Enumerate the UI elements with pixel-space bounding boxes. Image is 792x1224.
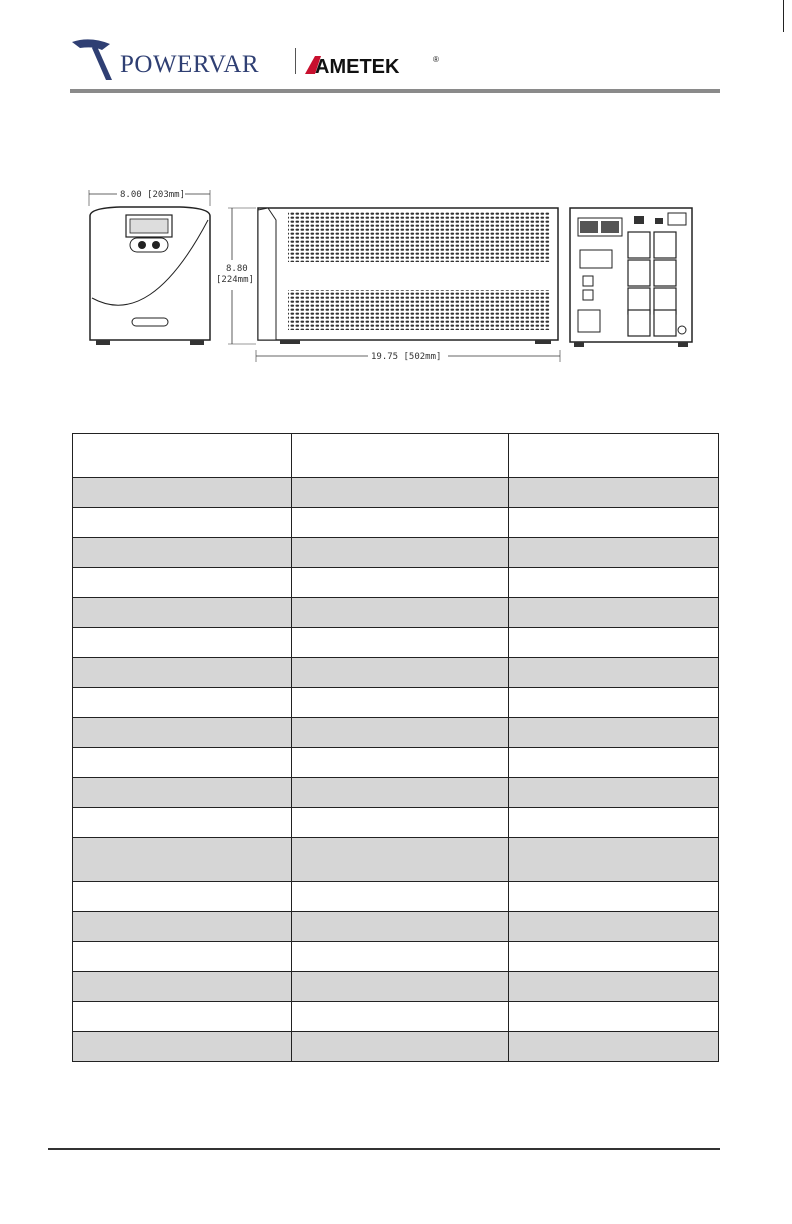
table-cell — [292, 838, 509, 882]
table-cell — [292, 718, 509, 748]
table-cell — [509, 778, 719, 808]
header-rule — [70, 89, 720, 93]
table-cell — [509, 1002, 719, 1032]
specifications-table — [72, 433, 719, 1062]
table-cell — [292, 1002, 509, 1032]
table-cell — [73, 538, 292, 568]
ametek-wordmark: AMETEK — [315, 56, 400, 78]
specifications-table-body — [73, 434, 719, 1062]
table-cell — [509, 688, 719, 718]
table-cell — [509, 538, 719, 568]
power-button-icon — [138, 241, 146, 249]
footer-rule — [48, 1148, 720, 1150]
table-cell — [292, 434, 509, 478]
table-cell — [509, 912, 719, 942]
table-row — [73, 598, 719, 628]
table-cell — [509, 478, 719, 508]
table-cell — [509, 838, 719, 882]
table-cell — [73, 718, 292, 748]
table-row — [73, 538, 719, 568]
table-cell — [509, 1032, 719, 1062]
table-cell — [292, 478, 509, 508]
table-row — [73, 1032, 719, 1062]
swoosh-icon — [72, 39, 110, 50]
table-row — [73, 658, 719, 688]
table-cell — [509, 508, 719, 538]
table-row — [73, 434, 719, 478]
table-cell — [292, 1032, 509, 1062]
table-cell — [509, 942, 719, 972]
dimension-drawing — [80, 180, 700, 380]
table-row — [73, 508, 719, 538]
table-cell — [292, 538, 509, 568]
table-cell — [292, 628, 509, 658]
table-row — [73, 718, 719, 748]
table-cell — [292, 688, 509, 718]
table-row — [73, 478, 719, 508]
table-row — [73, 628, 719, 658]
table-cell — [73, 478, 292, 508]
powervar-wordmark: POWERVAR — [120, 51, 260, 78]
table-cell — [73, 912, 292, 942]
table-cell — [73, 1032, 292, 1062]
table-cell — [509, 808, 719, 838]
table-cell — [509, 598, 719, 628]
table-cell — [73, 972, 292, 1002]
table-cell — [73, 658, 292, 688]
table-cell — [73, 598, 292, 628]
table-row — [73, 942, 719, 972]
table-cell — [73, 688, 292, 718]
table-cell — [292, 882, 509, 912]
table-row — [73, 748, 719, 778]
table-cell — [73, 808, 292, 838]
table-row — [73, 972, 719, 1002]
table-cell — [73, 1002, 292, 1032]
side-view — [214, 208, 560, 362]
page-header — [70, 34, 720, 90]
table-cell — [292, 568, 509, 598]
height-dimension-mm: [224mm] — [216, 275, 254, 285]
table-cell — [509, 748, 719, 778]
table-cell — [73, 748, 292, 778]
table-cell — [509, 658, 719, 688]
table-row — [73, 778, 719, 808]
table-cell — [73, 508, 292, 538]
table-cell — [73, 434, 292, 478]
table-row — [73, 688, 719, 718]
table-row — [73, 882, 719, 912]
table-cell — [509, 718, 719, 748]
table-cell — [73, 838, 292, 882]
table-row — [73, 838, 719, 882]
mode-button-icon — [152, 241, 160, 249]
depth-dimension: 19.75 [502mm] — [371, 352, 442, 362]
table-cell — [292, 748, 509, 778]
table-cell — [292, 598, 509, 628]
table-row — [73, 912, 719, 942]
table-cell — [292, 778, 509, 808]
height-dimension-in: 8.80 — [226, 264, 248, 274]
width-dimension: 8.00 [203mm] — [120, 190, 186, 200]
crop-mark — [783, 0, 784, 32]
registered-mark: ® — [433, 55, 439, 64]
table-row — [73, 568, 719, 598]
table-cell — [292, 942, 509, 972]
table-cell — [73, 882, 292, 912]
powervar-logo — [70, 34, 300, 86]
front-view — [89, 188, 210, 345]
ametek-logo — [305, 52, 445, 78]
table-cell — [73, 778, 292, 808]
table-cell — [509, 568, 719, 598]
table-cell — [509, 628, 719, 658]
table-cell — [292, 508, 509, 538]
table-cell — [509, 882, 719, 912]
table-row — [73, 808, 719, 838]
table-cell — [73, 568, 292, 598]
logo-divider — [295, 48, 296, 74]
table-cell — [509, 972, 719, 1002]
table-cell — [292, 808, 509, 838]
table-cell — [292, 912, 509, 942]
table-cell — [509, 434, 719, 478]
table-cell — [73, 628, 292, 658]
table-cell — [73, 942, 292, 972]
table-cell — [292, 972, 509, 1002]
rear-view — [570, 208, 692, 347]
table-cell — [292, 658, 509, 688]
table-row — [73, 1002, 719, 1032]
